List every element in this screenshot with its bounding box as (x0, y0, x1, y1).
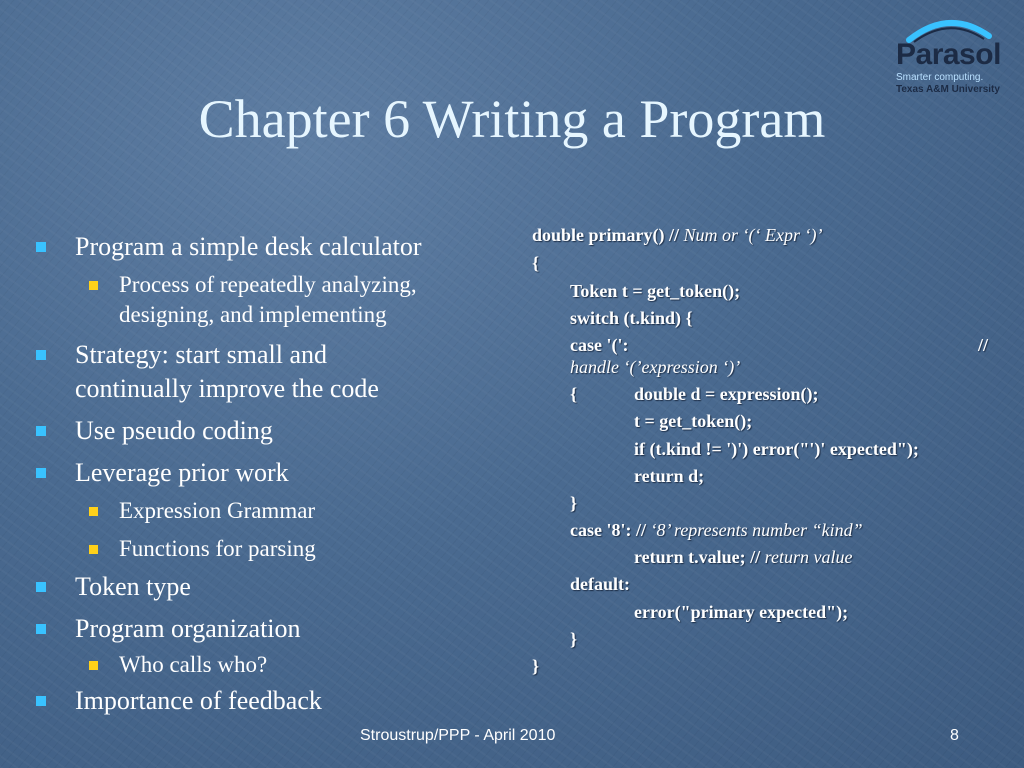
bullet-item (36, 684, 506, 718)
sub-bullet-square-icon (89, 661, 98, 670)
code-text: return d; (634, 466, 705, 486)
code-text: { (570, 384, 578, 404)
bullet-text: Leverage prior work (75, 458, 289, 487)
code-line (570, 384, 577, 405)
sub-bullet-text: Who calls who? (119, 652, 268, 677)
code-line (570, 520, 863, 541)
page-number: 8 (950, 727, 959, 744)
code-line (532, 225, 822, 246)
code-line (570, 574, 630, 595)
bullet-square-icon (36, 242, 46, 252)
sub-bullet-item (36, 534, 506, 564)
bullet-square-icon (36, 350, 46, 360)
slide-title: Chapter 6 Writing a Program (198, 89, 826, 149)
code-text: if (t.kind != ')') error("')' expected"); (634, 439, 919, 459)
code-text: t = get_token(); (634, 411, 753, 431)
code-line (634, 466, 704, 487)
bullet-item (36, 338, 506, 372)
code-text: Token t = get_token(); (570, 281, 741, 301)
code-line (570, 308, 693, 329)
code-line (978, 335, 988, 356)
sub-bullet-item (36, 270, 506, 300)
code-line (570, 335, 628, 356)
code-line (634, 547, 852, 568)
code-text: switch (t.kind) { (570, 308, 693, 328)
code-line (634, 439, 919, 460)
bullet-item (36, 230, 506, 264)
code-text: { (532, 253, 540, 273)
code-text: double d = expression(); (634, 384, 819, 404)
bullet-square-icon (36, 426, 46, 436)
bullet-item (36, 570, 506, 604)
code-text: } (570, 493, 578, 513)
code-text: case '8': // (570, 520, 651, 540)
bullet-item (36, 612, 506, 646)
sub-bullet-text: designing, and implementing (119, 302, 387, 327)
bullet-square-icon (36, 582, 46, 592)
bullet-list (36, 230, 506, 718)
footer-text: Stroustrup/PPP - April 2010 (360, 727, 556, 744)
code-text: } (532, 656, 540, 676)
code-text: case '(': (570, 335, 629, 355)
bullet-square-icon (36, 696, 46, 706)
bullet-text: Strategy: start small and (75, 340, 328, 369)
code-line (532, 656, 539, 677)
sub-bullet-item (36, 496, 506, 526)
bullet-text: Program organization (75, 614, 301, 643)
code-text: } (570, 629, 578, 649)
code-comment: Num or ‘(‘ Expr ‘)’ (683, 225, 823, 245)
logo-org: Texas A&M University (896, 84, 1000, 95)
sub-bullet-square-icon (89, 545, 98, 554)
bullet-square-icon (36, 468, 46, 478)
code-text: default: (570, 574, 630, 594)
sub-bullet-square-icon (89, 507, 98, 516)
bullet-text: Program a simple desk calculator (75, 232, 422, 261)
code-line (570, 493, 577, 514)
code-comment: handle ‘(’expression ‘)’ (570, 357, 741, 377)
sub-bullet-text: Process of repeatedly analyzing, (119, 272, 417, 297)
code-line (634, 411, 752, 432)
sub-bullet-text: Expression Grammar (119, 498, 316, 523)
code-text: double primary() // (532, 225, 684, 245)
logo-word: Parasol (896, 38, 1001, 71)
bullet-square-icon (36, 624, 46, 634)
code-text: return t.value; // (634, 547, 765, 567)
logo-tagline: Smarter computing. (896, 72, 984, 83)
sub-bullet-text: Functions for parsing (119, 536, 316, 561)
code-line (570, 629, 577, 650)
bullet-item (36, 414, 506, 448)
bullet-text: Use pseudo coding (75, 416, 273, 445)
bullet-text: continually improve the code (75, 374, 379, 403)
bullet-text: Token type (75, 572, 191, 601)
bullet-item (36, 456, 506, 490)
bullet-text: Importance of feedback (75, 686, 322, 715)
code-line (532, 253, 539, 274)
code-comment: return value (764, 547, 853, 567)
code-line (634, 602, 848, 623)
sub-bullet-continuation (36, 300, 506, 330)
bullet-continuation (36, 372, 506, 406)
sub-bullet-square-icon (89, 281, 98, 290)
code-text: // (978, 335, 989, 355)
code-line (570, 357, 740, 378)
code-text: error("primary expected"); (634, 602, 849, 622)
code-comment: ‘8’ represents number “kind” (650, 520, 863, 540)
code-line (634, 384, 818, 405)
code-line (570, 281, 740, 302)
sub-bullet-item (36, 650, 506, 680)
